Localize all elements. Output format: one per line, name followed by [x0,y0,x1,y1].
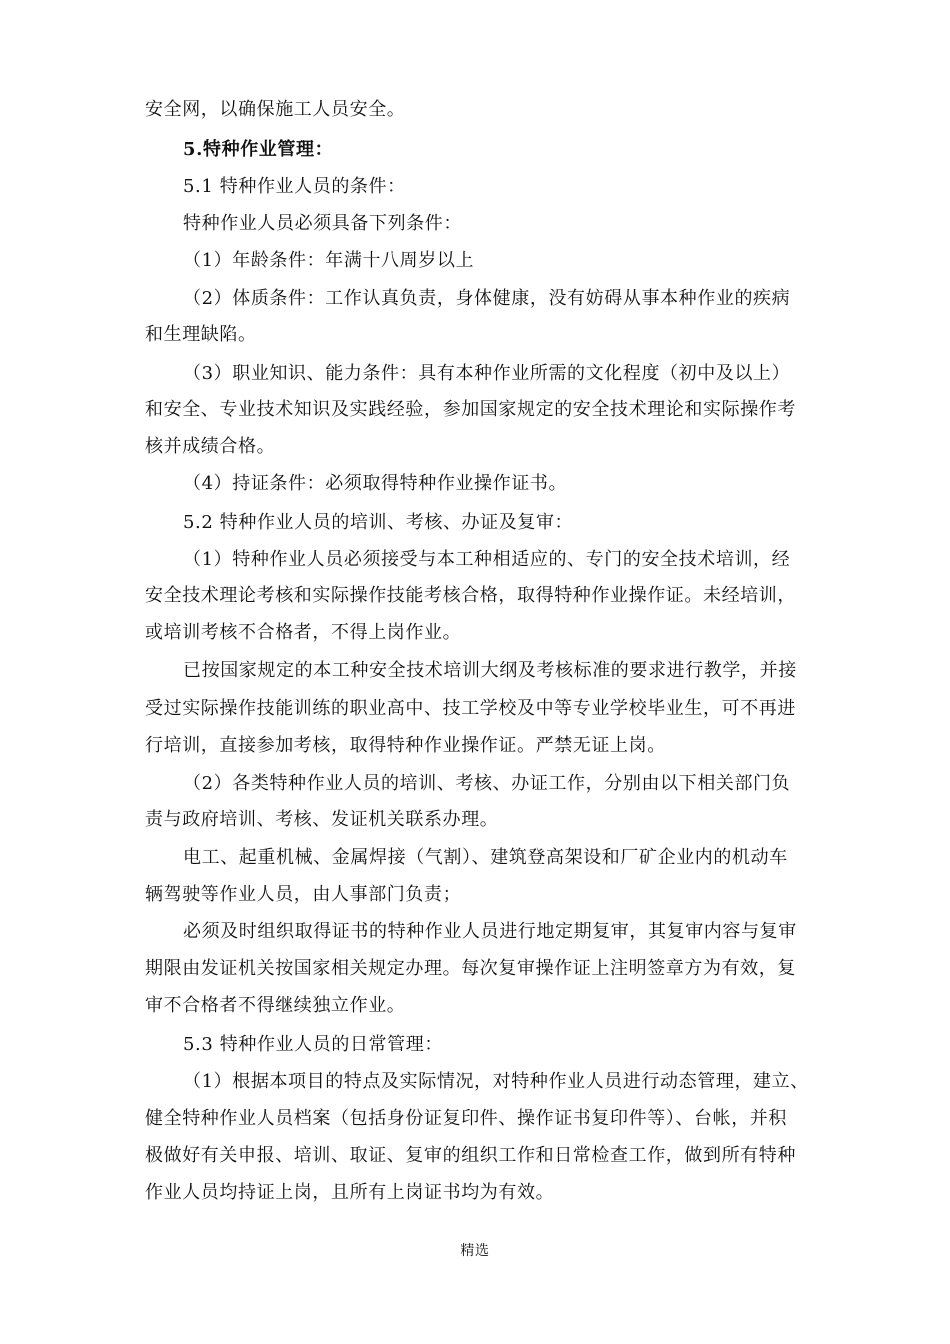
text-line: （2）体质条件：工作认真负责，身体健康，没有妨碍从事本种作业的疾病 [183,288,791,309]
text-line: 行培训，直接参加考核，取得特种作业操作证。严禁无证上岗。 [145,735,666,756]
text-line: 已按国家规定的本工种安全技术培训大纲及考核标准的要求进行教学，并接 [183,660,797,681]
text-line: （1）年龄条件：年满十八周岁以上 [183,250,475,271]
text-line: （3）职业知识、能力条件：具有本种作业所需的文化程度（初中及以上） [183,363,791,384]
text-line: 健全特种作业人员档案（包括身份证复印件、操作证书复印件等）、台帐，并积 [145,1108,787,1129]
text-line: 责与政府培训、考核、发证机关联系办理。 [145,809,499,830]
text-line: 必须及时组织取得证书的特种作业人员进行地定期复审，其复审内容与复审 [183,921,797,942]
text-line: 或培训考核不合格者，不得上岗作业。 [145,622,462,643]
text-line: （2）各类特种作业人员的培训、考核、办证工作，分别由以下相关部门负 [183,773,791,794]
text-line: （1）根据本项目的特点及实际情况，对特种作业人员进行动态管理，建立、 [183,1071,809,1092]
text-line: 审不合格者不得继续独立作业。 [145,995,406,1016]
text-line: 核并成绩合格。 [145,436,276,457]
subsection-heading: 5.1 特种作业人员的条件： [183,176,406,197]
text-line: 安全技术理论考核和实际操作技能考核合格，取得特种作业操作证。未经培训， [145,585,796,606]
text-line: 期限由发证机关按国家相关规定办理。每次复审操作证上注明签章方为有效，复 [145,958,796,979]
text-line: 作业人员均持证上岗，且所有上岗证书均为有效。 [145,1182,555,1203]
text-line: 特种作业人员必须具备下列条件： [183,213,462,234]
text-line: 安全网，以确保施工人员安全。 [145,99,406,120]
text-line: 极做好有关申报、培训、取证、复审的组织工作和日常检查工作，做到所有特种 [145,1145,796,1166]
text-line: 和生理缺陷。 [145,324,257,345]
page-footer: 精选 [460,1243,490,1259]
text-line: 和安全、专业技术知识及实践经验，参加国家规定的安全技术理论和实际操作考 [145,399,796,420]
subsection-heading: 5.2 特种作业人员的培训、考核、办证及复审： [183,512,574,533]
subsection-heading: 5.3 特种作业人员的日常管理： [183,1034,443,1055]
text-line: （4）持证条件：必须取得特种作业操作证书。 [183,473,568,494]
text-line: 电工、起重机械、金属焊接（气割）、建筑登高架设和厂矿企业内的机动车 [183,847,788,868]
text-line: （1）特种作业人员必须接受与本工种相适应的、专门的安全技术培训，经 [183,549,791,570]
section-heading: 5.特种作业管理： [183,139,334,160]
text-line: 辆驾驶等作业人员，由人事部门负责； [145,884,462,905]
text-line: 受过实际操作技能训练的职业高中、技工学校及中等专业学校毕业生，可不再进 [145,698,796,719]
